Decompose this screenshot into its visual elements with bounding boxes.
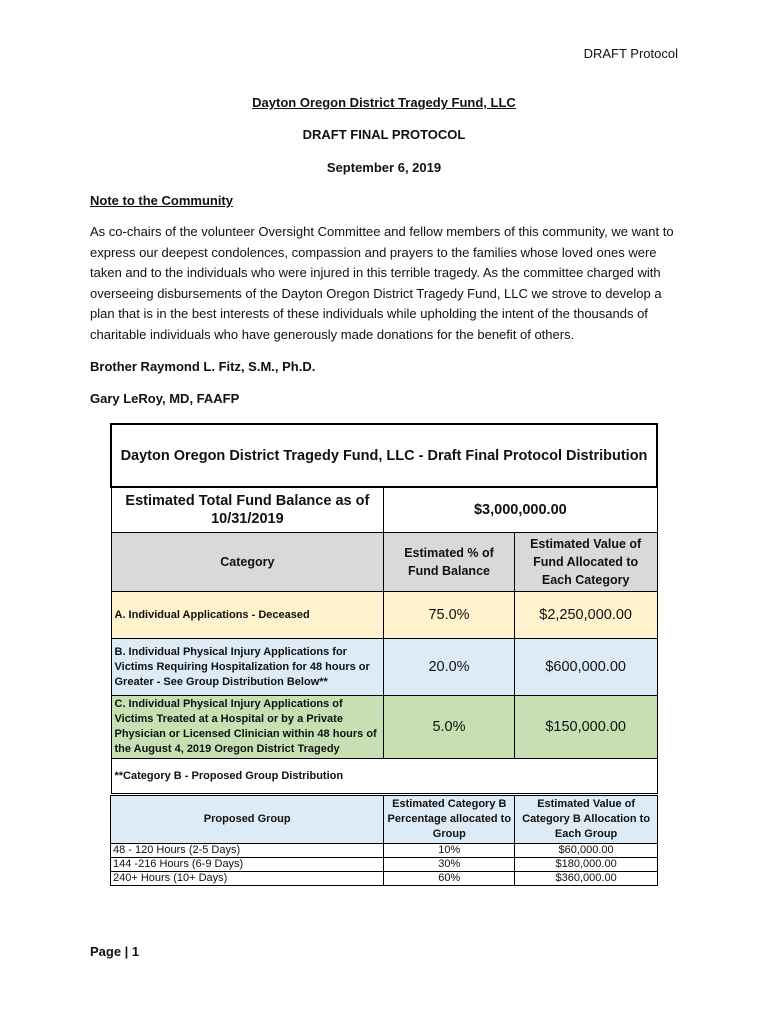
note-body: As co-chairs of the volunteer Oversight Committee and fellow members of this community, we want to express our deepest condolences, compassion and prayers to the families whose loved ones were taken and to the individuals who were injured in this terrible tragedy. As the committee charged with overseeing disbursements of the Dayton Oregon District Tragedy Fund, LLC we strove to develop a plan that is in the best interests of these individuals while upholding the intent of the thousands of charitable individuals who have generously made donations for the benefit of others. [90, 224, 674, 342]
group-value-cell: $360,000.00 [515, 872, 658, 886]
group-distribution-table [110, 795, 658, 886]
group-value-cell: $180,000.00 [515, 858, 658, 872]
note-heading: Note to the Community [90, 193, 233, 208]
percent-cell: 75.0% [384, 592, 515, 639]
group-distribution-note: **Category B - Proposed Group Distribution [111, 759, 657, 794]
table-row [111, 858, 658, 872]
value-cell: $2,250,000.00 [514, 592, 657, 639]
group-value-header: Estimated Value of Category B Allocation to Each Group [515, 796, 658, 844]
document-title: Dayton Oregon District Tragedy Fund, LLC [252, 95, 516, 110]
percent-header: Estimated % of Fund Balance [384, 533, 515, 592]
table-row [111, 872, 658, 886]
group-value-cell: $60,000.00 [515, 844, 658, 858]
signature-first: Brother Raymond L. Fitz, S.M., Ph.D. [90, 359, 316, 374]
percent-cell: 5.0% [384, 696, 515, 759]
table-row [111, 696, 657, 759]
group-percent-header: Estimated Category B Percentage allocated to Group [384, 796, 515, 844]
page-header-label: DRAFT Protocol [583, 46, 678, 61]
category-cell: A. Individual Applications - Deceased [111, 592, 384, 639]
group-cell: 144 -216 Hours (6-9 Days) [111, 858, 384, 872]
table-row [111, 844, 658, 858]
table-row [111, 639, 657, 696]
value-cell: $600,000.00 [514, 639, 657, 696]
fund-balance-label: Estimated Total Fund Balance as of 10/31/2019 [111, 487, 384, 533]
signature-second: Gary LeRoy, MD, FAAFP [90, 391, 240, 406]
group-header: Proposed Group [111, 796, 384, 844]
group-percent-cell: 60% [384, 872, 515, 886]
distribution-title: Dayton Oregon District Tragedy Fund, LLC - Draft Final Protocol Distribution [111, 424, 657, 487]
page-number: Page | 1 [90, 944, 140, 959]
category-cell: B. Individual Physical Injury Applications for Victims Requiring Hospitalization for 48 hours or Greater - See Group Distribution Below** [111, 639, 384, 696]
category-cell: C. Individual Physical Injury Applications of Victims Treated at a Hospital or by a Private Physician or Licensed Clinician within 48 hours of the August 4, 2019 Oregon District Tragedy [111, 696, 384, 759]
fund-balance-value: $3,000,000.00 [384, 487, 657, 533]
document-date: September 6, 2019 [326, 160, 442, 175]
group-cell: 240+ Hours (10+ Days) [111, 872, 384, 886]
group-cell: 48 - 120 Hours (2-5 Days) [111, 844, 384, 858]
document-subtitle: DRAFT FINAL PROTOCOL [302, 127, 466, 142]
value-header: Estimated Value of Fund Allocated to Each Category [514, 533, 657, 592]
table-row [111, 592, 657, 639]
group-percent-cell: 30% [384, 858, 515, 872]
percent-cell: 20.0% [384, 639, 515, 696]
distribution-table [110, 423, 658, 794]
category-header: Category [111, 533, 384, 592]
group-percent-cell: 10% [384, 844, 515, 858]
value-cell: $150,000.00 [514, 696, 657, 759]
